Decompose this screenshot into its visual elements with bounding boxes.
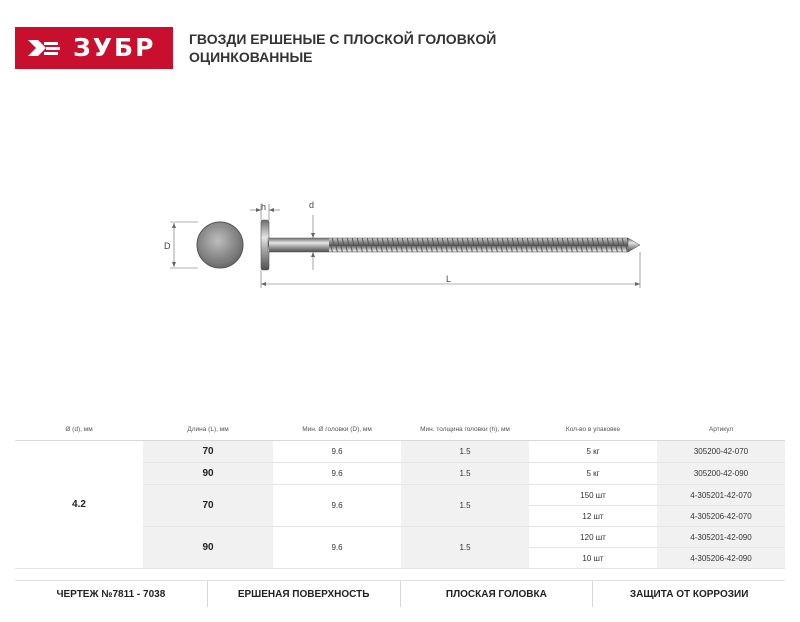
feature-ringed-surface: ЕРШЕНАЯ ПОВЕРХНОСТЬ <box>208 581 401 607</box>
nail-head-front <box>197 222 243 268</box>
cell-sku: 4-305206-42-090 <box>657 548 785 569</box>
feature-bar <box>15 580 785 607</box>
brand-logo <box>15 27 173 69</box>
feature-flat-head: ПЛОСКАЯ ГОЛОВКА <box>401 581 594 607</box>
cell-head-thickness: 1.5 <box>401 485 529 527</box>
header-sku: Артикул <box>657 418 785 441</box>
cell-head-thickness: 1.5 <box>401 463 529 485</box>
label-L: L <box>446 274 452 284</box>
cell-length: 90 <box>143 463 273 485</box>
label-D: D <box>164 241 171 251</box>
header-length: Длина (L), мм <box>143 418 273 441</box>
feature-corrosion-protection: ЗАЩИТА ОТ КОРРОЗИИ <box>629 588 749 600</box>
cell-head-thickness: 1.5 <box>401 527 529 569</box>
cell-quantity: 150 шт <box>529 485 657 506</box>
cell-quantity: 5 кг <box>529 463 657 485</box>
cell-quantity: 120 шт <box>529 527 657 548</box>
label-d: d <box>309 200 315 210</box>
cell-quantity: 10 шт <box>529 548 657 569</box>
title-line-1: ГВОЗДИ ЕРШЕНЫЕ С ПЛОСКОЙ ГОЛОВКОЙ <box>189 31 497 47</box>
table-row <box>15 441 785 463</box>
cell-head-diameter: 9.6 <box>273 527 401 569</box>
cell-sku: 4-305201-42-090 <box>657 527 785 548</box>
nail-drawing <box>150 190 650 300</box>
cell-length: 90 <box>143 527 273 569</box>
cell-length: 70 <box>143 485 273 527</box>
cell-sku: 4-305201-42-070 <box>657 485 785 506</box>
cell-head-diameter: 9.6 <box>273 463 401 485</box>
title-line-2: ОЦИНКОВАННЫЕ <box>189 49 313 65</box>
cell-length: 70 <box>143 441 273 463</box>
spec-table <box>15 418 785 569</box>
table-header-row <box>15 418 785 441</box>
brand-arrow-icon <box>24 36 64 60</box>
header-head-thickness: Мин. толщина головки (h), мм <box>401 418 529 441</box>
cell-head-diameter: 9.6 <box>273 485 401 527</box>
header-diameter: Ø (d), мм <box>15 418 143 441</box>
label-h: h <box>261 202 267 212</box>
header-head-diameter: Мин. Ø головки (D), мм <box>273 418 401 441</box>
cell-quantity: 12 шт <box>529 506 657 527</box>
cell-head-diameter: 9.6 <box>273 441 401 463</box>
cell-diameter: 4.2 <box>15 441 143 569</box>
cell-head-thickness: 1.5 <box>401 441 529 463</box>
brand-name: ЗУБР <box>73 33 156 62</box>
header-quantity: Кол-во в упаковке <box>529 418 657 441</box>
page-title <box>189 30 496 66</box>
cell-sku: 4-305206-42-070 <box>657 506 785 527</box>
cell-sku: 305200-42-070 <box>657 441 785 463</box>
cell-sku: 305200-42-090 <box>657 463 785 485</box>
feature-drawing-number: ЧЕРТЕЖ №7811 - 7038 <box>15 581 208 607</box>
cell-quantity: 5 кг <box>529 441 657 463</box>
nail-tip <box>628 238 640 252</box>
